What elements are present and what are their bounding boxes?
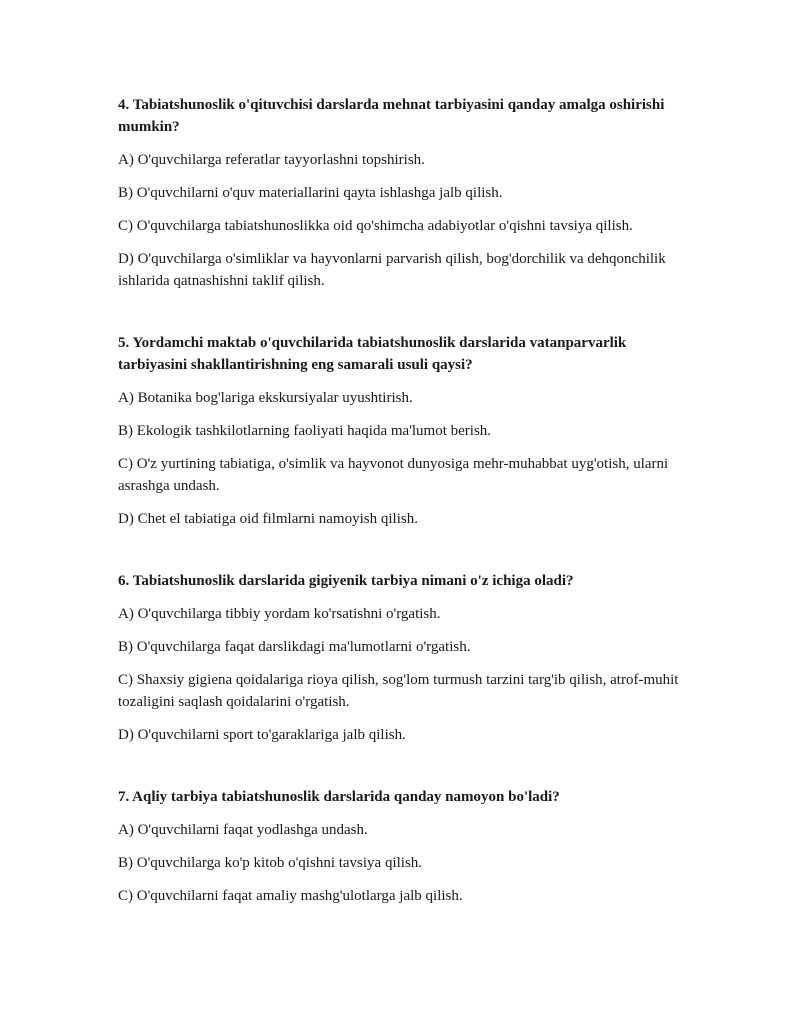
answer-option-c: C) O'quvchilarni faqat amaliy mashg'ulotlarga jalb qilish.	[118, 888, 463, 904]
question-5	[118, 332, 690, 530]
question-title: 7. Aqliy tarbiya tabiatshunoslik darslarida qanday namoyon bo'ladi?	[118, 789, 560, 805]
answer-option-d: D) Chet el tabiatiga oid filmlarni namoyish qilish.	[118, 511, 418, 527]
question-4	[118, 94, 690, 292]
answer-option-a: A) O'quvchilarni faqat yodlashga undash.	[118, 822, 368, 838]
answer-option-c: C) O'z yurtining tabiatiga, o'simlik va hayvonot dunyosiga mehr-muhabbat uyg'otish, ularni asrashga undash.	[118, 456, 669, 494]
question-title: 5. Yordamchi maktab o'quvchilarida tabiatshunoslik darslarida vatanparvarlik tarbiyasini shakllantirishning eng samarali usuli qaysi?	[118, 335, 627, 373]
question-title: 6. Tabiatshunoslik darslarida gigiyenik tarbiya nimani o'z ichiga oladi?	[118, 573, 574, 589]
question-6	[118, 570, 690, 746]
answer-option-c: C) Shaxsiy gigiena qoidalariga rioya qilish, sog'lom turmush tarzini targ'ib qilish, atrof-muhit tozaligini saqlash qoidalarini o'rgatish.	[118, 672, 679, 710]
answer-option-b: B) O'quvchilarga faqat darslikdagi ma'lumotlarni o'rgatish.	[118, 639, 471, 655]
answer-option-b: B) Ekologik tashkilotlarning faoliyati haqida ma'lumot berish.	[118, 423, 492, 439]
question-title: 4. Tabiatshunoslik o'qituvchisi darslarda mehnat tarbiyasini qanday amalga oshirishi mumkin?	[118, 97, 665, 135]
answer-option-a: A) O'quvchilarga tibbiy yordam ko'rsatishni o'rgatish.	[118, 606, 441, 622]
question-7	[118, 786, 690, 907]
answer-option-d: D) O'quvchilarni sport to'garaklariga jalb qilish.	[118, 727, 406, 743]
answer-option-b: B) O'quvchilarni o'quv materiallarini qayta ishlashga jalb qilish.	[118, 185, 503, 201]
answer-option-b: B) O'quvchilarga ko'p kitob o'qishni tavsiya qilish.	[118, 855, 423, 871]
answer-option-d: D) O'quvchilarga o'simliklar va hayvonlarni parvarish qilish, bog'dorchilik va dehqonchilik ishlarida qatnashishni taklif qilish.	[118, 251, 666, 289]
answer-option-c: C) O'quvchilarga tabiatshunoslikka oid qo'shimcha adabiyotlar o'qishni tavsiya qilish.	[118, 218, 633, 234]
answer-option-a: A) Botanika bog'lariga ekskursiyalar uyushtirish.	[118, 390, 413, 406]
answer-option-a: A) O'quvchilarga referatlar tayyorlashni topshirish.	[118, 152, 425, 168]
